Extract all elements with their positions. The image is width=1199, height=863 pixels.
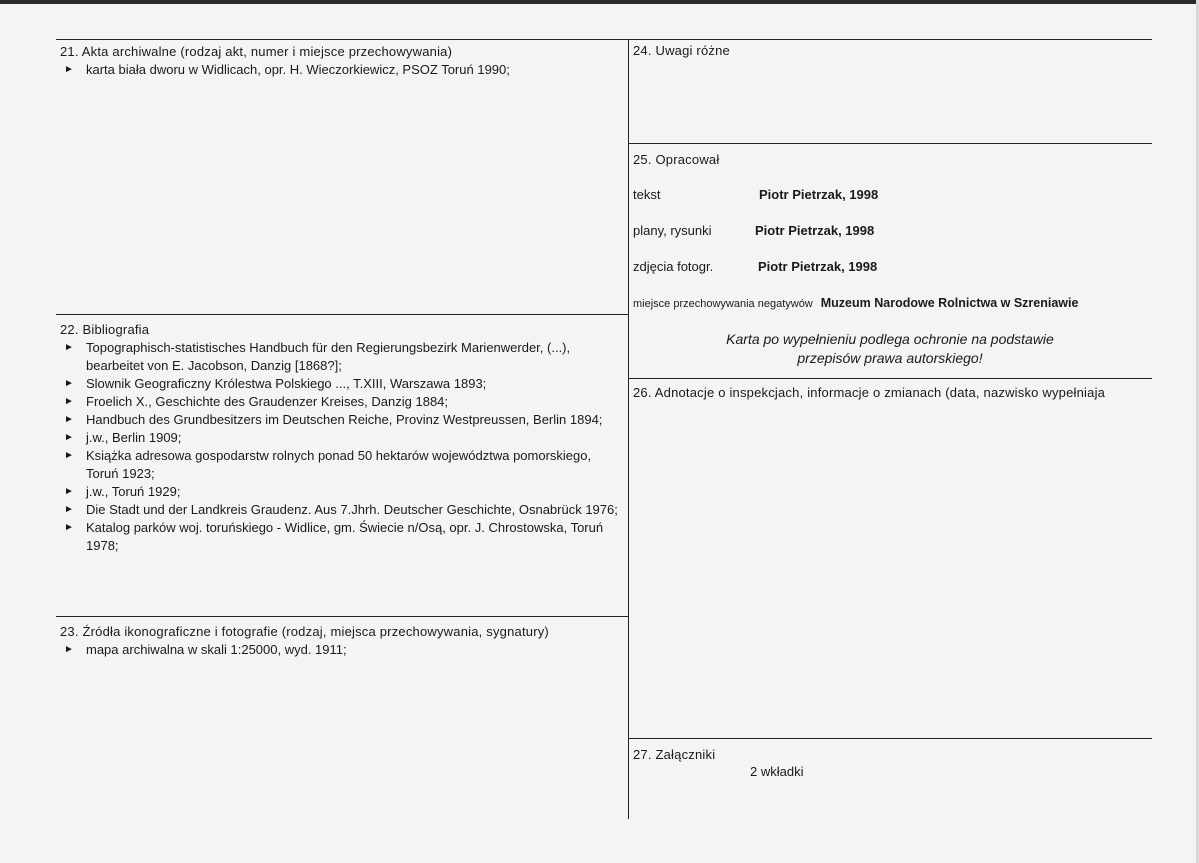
bullet-arrow-icon: ► [64,396,74,407]
zdjecia-label: zdjęcia fotogr. [633,259,714,274]
section-27-title: 27. Załączniki [633,747,716,762]
bullet-arrow-icon: ► [64,432,74,443]
bullet-arrow-icon: ► [64,64,74,75]
bullet-arrow-icon: ► [64,522,74,533]
section-21-list [64,61,619,79]
section-22-title: 22. Bibliografia [60,322,150,337]
bullet-arrow-icon: ► [64,486,74,497]
rule-22-23 [56,616,628,617]
bullet-arrow-icon: ► [64,450,74,461]
tekst-value: Piotr Pietrzak, 1998 [759,187,879,202]
top-rule [56,39,1152,40]
miejsce-label: miejsce przechowywania negatywów [633,298,813,310]
section-21-title: 21. Akta archiwalne (rodzaj akt, numer i miejsce przechowywania) [60,44,453,59]
list-item: ► j.w., Toruń 1929; [64,484,181,499]
row-tekst [633,187,878,202]
bullet-arrow-icon: ► [64,342,74,353]
row-miejsce [633,295,1078,310]
rule-25-26 [628,378,1152,379]
zdjecia-value: Piotr Pietrzak, 1998 [758,259,878,274]
list-item: ► Slownik Geograficzny Królestwa Polskiego ..., T.XIII, Warszawa 1893; [64,376,487,391]
top-edge [0,0,1199,4]
row-plany [633,223,874,238]
list-item: ► Handbuch des Grundbesitzers im Deutschen Reiche, Provinz Westpreussen, Berlin 1894; [64,412,603,427]
rule-24-25 [628,143,1152,144]
attachments-value: 2 wkładki [750,764,804,779]
list-item: ► Katalog parków woj. toruńskiego - Widlice, gm. Świecie n/Osą, opr. J. Chrostowska, Toruń 1978; [64,520,604,553]
list-item: ► Topographisch-statistisches Handbuch für den Regierungsbezirk Marienwerder, (...), bearbeitet von E. Jacobson, Danzig [1868?]; [64,340,571,373]
bullet-arrow-icon: ► [64,378,74,389]
section-24-title: 24. Uwagi różne [633,43,730,58]
copyright-notice [640,330,1140,368]
list-item: ► Die Stadt und der Landkreis Graudenz. Aus 7.Jhrh. Deutscher Geschichte, Osnabrück 1976; [64,502,618,517]
miejsce-value: Muzeum Narodowe Rolnictwa w Szreniawie [820,296,1079,310]
section-22-list [64,339,619,555]
bullet-arrow-icon: ► [64,504,74,515]
tekst-label: tekst [633,187,661,202]
column-divider [628,39,629,819]
notice-line-1: Karta po wypełnieniu podlega ochronie na podstawie [726,331,1054,347]
list-item: ► mapa archiwalna w skali 1:25000, wyd. 1911; [64,642,347,657]
list-item: ► Froelich X., Geschichte des Graudenzer Kreises, Danzig 1884; [64,394,449,409]
section-26-title: 26. Adnotacje o inspekcjach, informacje o zmianach (data, nazwisko wypełniaja [633,385,1106,400]
list-item: ► j.w., Berlin 1909; [64,430,182,445]
section-25-title: 25. Opracował [633,152,720,167]
notice-line-2: przepisów prawa autorskiego! [797,350,983,366]
rule-21-22 [56,314,628,315]
bullet-arrow-icon: ► [64,644,74,655]
plany-label: plany, rysunki [633,223,712,238]
bullet-arrow-icon: ► [64,414,74,425]
section-23-list [64,641,619,659]
row-zdjecia [633,259,877,274]
plany-value: Piotr Pietrzak, 1998 [755,223,875,238]
section-23-title: 23. Źródła ikonograficzne i fotografie (rodzaj, miejsca przechowywania, sygnatury) [60,624,549,639]
rule-26-27 [628,738,1152,739]
list-item: ► Książka adresowa gospodarstw rolnych ponad 50 hektarów województwa pomorskiego, Toruń 1923; [64,448,592,481]
list-item: ► karta biała dworu w Widlicach, opr. H. Wieczorkiewicz, PSOZ Toruń 1990; [64,62,510,77]
